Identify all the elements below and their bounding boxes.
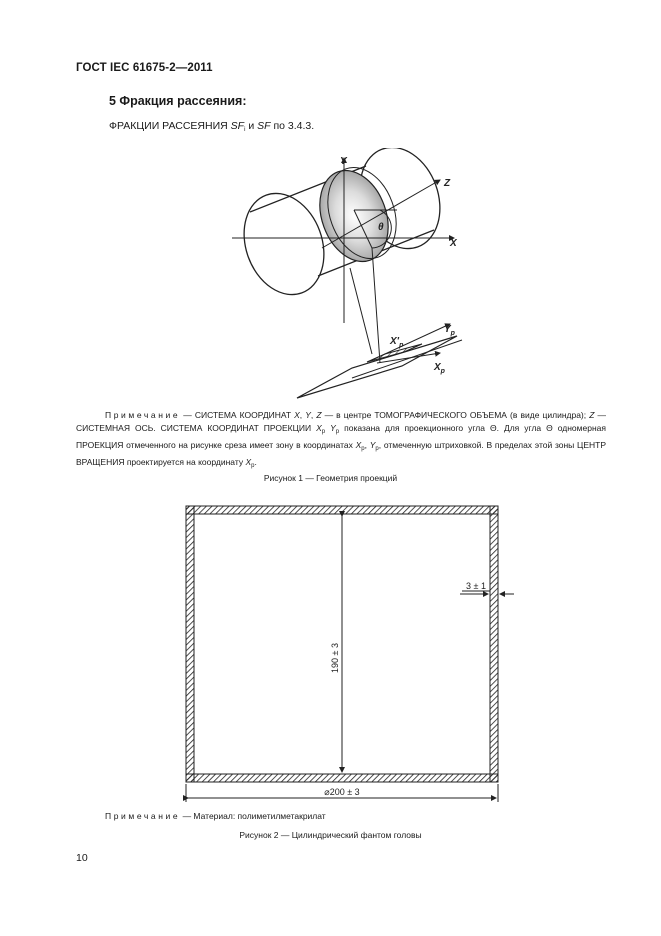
figure-1-caption: Рисунок 1 — Геометрия проекций [263, 473, 398, 483]
note-xp: X [316, 423, 322, 433]
note-sep: , [364, 440, 370, 450]
note-label: Примечание [105, 811, 181, 821]
note-text: — в центре ТОМОГРАФИЧЕСКОГО ОБЪЕМА (в виде цилиндра); [321, 410, 590, 420]
axis-label-yp: $Y_p$ [444, 324, 455, 337]
note-text: — СИСТЕМА КООРДИНАТ [180, 410, 295, 420]
note-text: — СИСТЕМНАЯ ОСЬ. СИСТЕМА КООРДИНАТ ПРОЕКЦИИ [76, 410, 606, 433]
dimension-diameter: ⌀200 ± 3 [324, 787, 360, 797]
axis-label-z: Z [444, 178, 451, 189]
figure-1-note [76, 409, 606, 473]
intro-paragraph [109, 120, 314, 133]
intro-sf: SF [230, 120, 245, 132]
note-text: , отмеченную штриховкой. В пределах этой зоны ЦЕНТР ВРАЩЕНИЯ проектируется на координату [76, 440, 606, 467]
intro-and: и [245, 120, 258, 132]
page-number: 10 [76, 852, 88, 864]
figure-2-note [105, 811, 326, 821]
figure-1-projection-geometry [222, 148, 472, 408]
dimension-lines [186, 516, 514, 802]
figure-2-caption: Рисунок 2 — Цилиндрический фантом головы [239, 830, 422, 840]
note-sub: p [251, 463, 255, 469]
dimension-wall: 3 ± 1 [466, 581, 486, 591]
note-z: Z [316, 410, 322, 420]
dimension-height: 190 ± 3 [330, 643, 340, 673]
note-text: — Материал: полиметилметакрилат [180, 811, 326, 821]
section-title: 5 Фракция рассеяния: [109, 94, 247, 108]
note-sub: p [335, 429, 340, 435]
note-label: Примечание [105, 410, 181, 420]
note-yp: Y [330, 423, 336, 433]
note-x: X [294, 410, 300, 420]
note-sub: p [375, 446, 379, 452]
intro-sf-sub: i [244, 127, 246, 133]
intro-sf2: SF [257, 120, 271, 132]
intro-ref: по 3.4.3. [270, 120, 315, 132]
note-y: Y [305, 410, 311, 420]
note-yp: Y [369, 440, 376, 450]
note-z: Z [589, 410, 595, 420]
note-sub: p [321, 429, 326, 435]
note-sep: , [299, 410, 306, 420]
axis-label-y: Y [340, 156, 347, 167]
figure-2-head-phantom [178, 500, 518, 806]
axis-label-xp-prime: $X'_p$ [390, 336, 404, 349]
note-sub: p [361, 446, 365, 452]
document-header: ГОСТ IEC 61675-2—2011 [76, 62, 213, 74]
note-text: . [254, 457, 257, 467]
slice-disc [308, 158, 408, 271]
note-sep: , [310, 410, 317, 420]
angle-label-theta: θ [378, 222, 384, 233]
note-xp: X [355, 440, 362, 450]
note-text: показана для проекционного угла Θ. Для угла Θ одномерная ПРОЕКЦИЯ отмеченного на рисунке среза имеет зону в координатах [76, 423, 606, 450]
note-xp: X [245, 457, 252, 467]
axis-label-xp: $X_p$ [434, 362, 445, 375]
intro-text: ФРАКЦИИ РАССЕЯНИЯ [109, 120, 231, 132]
axis-label-x: X [450, 238, 457, 249]
